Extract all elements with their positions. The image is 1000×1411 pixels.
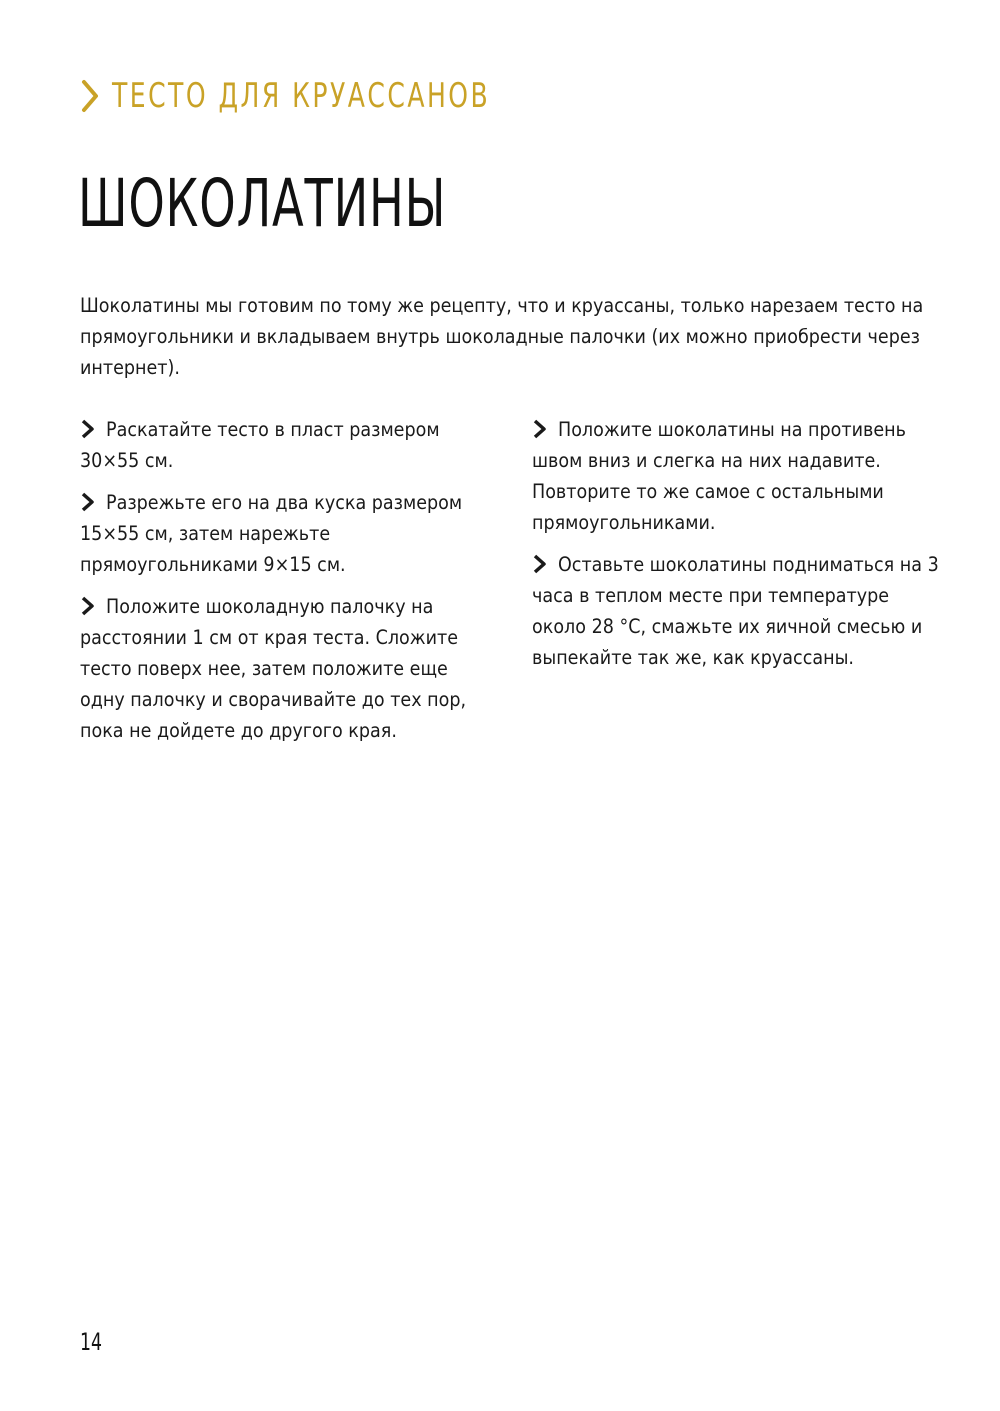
step-text: Оставьте шоколатины подниматься на 3 часа в теплом месте при температуре около 28 °C, смажьте их яичной смесью и выпекайте так же, как круассаны. — [532, 553, 939, 669]
step-item — [80, 591, 490, 746]
steps-left-column — [80, 414, 490, 757]
chevron-bullet-icon — [532, 554, 548, 574]
page-title: ШОКОЛАТИНЫ — [78, 165, 447, 242]
step-text: Раскатайте тесто в пласт размером 30×55 см. — [80, 418, 440, 472]
step-item — [532, 549, 942, 673]
step-text: Положите шоколатины на противень швом вниз и слегка на них надавите. Повторите то же самое с остальными прямоугольниками. — [532, 418, 906, 534]
steps-right-column — [532, 414, 942, 684]
step-text: Положите шоколадную палочку на расстоянии 1 см от края теста. Сложите тесто поверх нее, затем положите еще одну палочку и сворачивайте до тех пор, пока не дойдете до другого края. — [80, 595, 467, 742]
section-header — [80, 74, 573, 118]
intro-paragraph: Шоколатины мы готовим по тому же рецепту, что и круассаны, только нарезаем тесто на прямоугольники и вкладываем внутрь шоколадные палочки (их можно приобрести через интернет). — [80, 294, 924, 379]
page-number: 14 — [80, 1328, 102, 1356]
section-label: ТЕСТО ДЛЯ КРУАССАНОВ — [112, 76, 491, 116]
chevron-bullet-icon — [80, 419, 96, 439]
chevron-bullet-icon — [80, 596, 96, 616]
step-item — [80, 414, 490, 476]
chevron-bullet-icon — [532, 419, 548, 439]
chevron-right-icon — [80, 78, 102, 114]
chevron-bullet-icon — [80, 492, 96, 512]
step-text: Разрежьте его на два куска размером 15×55 см, затем нарежьте прямоугольниками 9×15 см. — [80, 491, 463, 576]
step-item — [80, 487, 490, 580]
step-item — [532, 414, 942, 538]
